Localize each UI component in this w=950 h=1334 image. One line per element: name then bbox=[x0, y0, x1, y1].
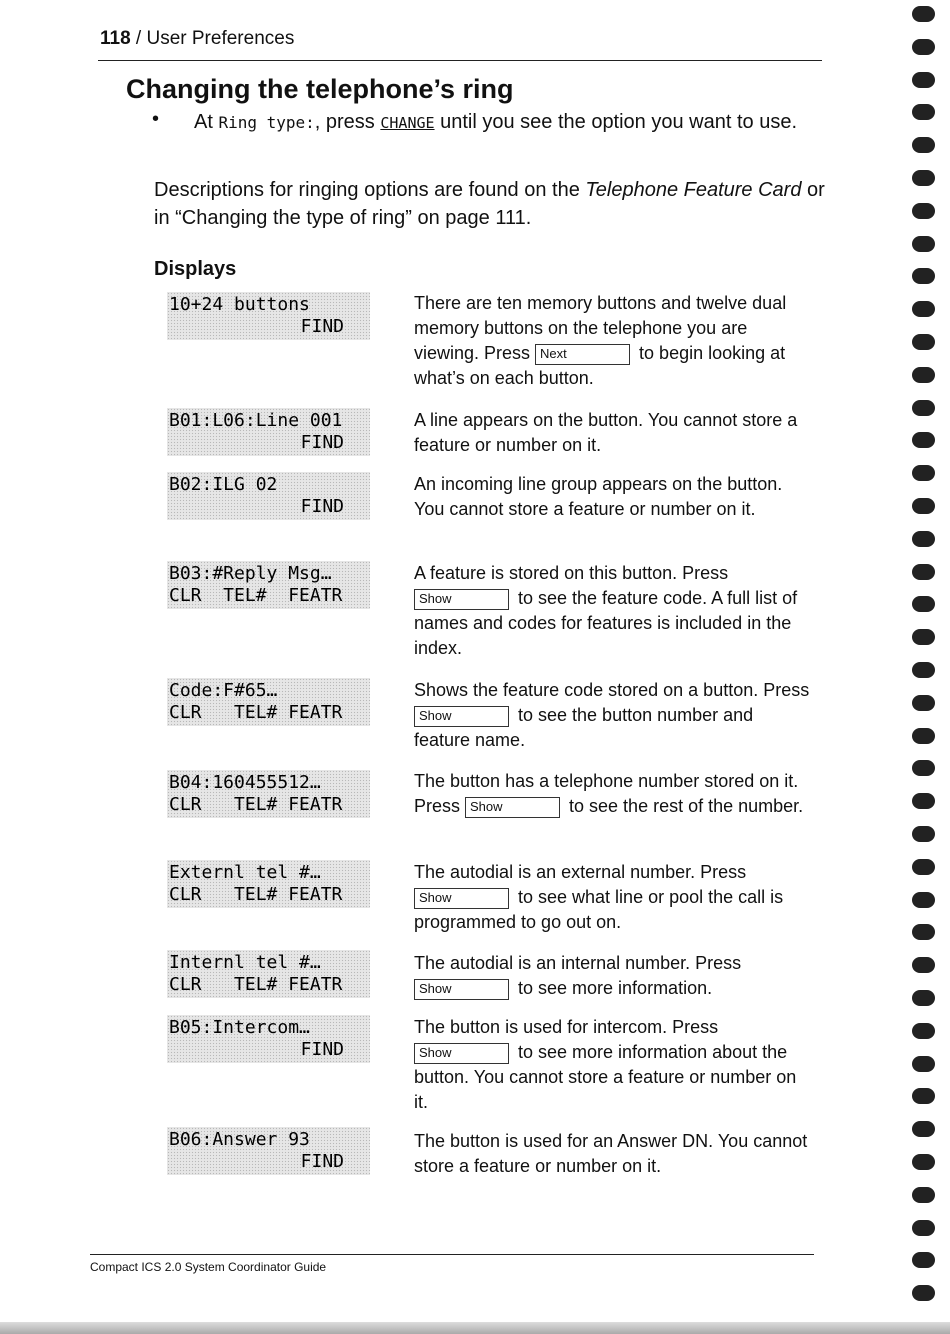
page-number: 118 bbox=[100, 28, 131, 49]
show-softkey: Show bbox=[414, 706, 509, 727]
feature-card-title: Telephone Feature Card bbox=[585, 179, 802, 201]
lcd-display bbox=[167, 561, 370, 609]
lcd-line-1: B04:160455512… bbox=[169, 772, 321, 793]
show-softkey: Show bbox=[414, 979, 509, 1000]
lcd-line-1: Internl tel #… bbox=[169, 952, 321, 973]
lcd-line-1: B03:#Reply Msg… bbox=[169, 563, 332, 584]
binding-hole bbox=[912, 1023, 935, 1039]
description-paragraph bbox=[154, 176, 829, 232]
lcd-display bbox=[167, 1127, 370, 1175]
bullet-mid: , press bbox=[314, 111, 381, 133]
section-name: / User Preferences bbox=[130, 28, 295, 49]
lcd-line-1: 10+24 buttons bbox=[169, 294, 310, 315]
binding-hole bbox=[912, 432, 935, 448]
binding-hole bbox=[912, 6, 935, 22]
header-rule bbox=[98, 60, 822, 61]
binding-hole bbox=[912, 760, 935, 776]
footer-text: Compact ICS 2.0 System Coordinator Guide bbox=[90, 1260, 327, 1274]
desc-pre: Shows the feature code stored on a button. Press bbox=[414, 680, 810, 700]
binding-hole bbox=[912, 498, 935, 514]
lcd-line-1: Code:F#65… bbox=[169, 680, 278, 701]
lcd-line-1: B02:ILG 02 bbox=[169, 474, 278, 495]
desc-post: to see what line or pool the call is programmed to go out on. bbox=[414, 887, 784, 932]
binding-hole bbox=[912, 629, 935, 645]
binding-hole bbox=[912, 695, 935, 711]
binding-hole bbox=[912, 1220, 935, 1236]
binding-hole bbox=[912, 170, 935, 186]
lcd-line-2: FIND bbox=[300, 432, 344, 453]
binding-hole bbox=[912, 39, 935, 55]
show-softkey: Show bbox=[414, 589, 509, 610]
lcd-display bbox=[167, 472, 370, 520]
bullet-instruction bbox=[194, 108, 824, 137]
binding-hole bbox=[912, 531, 935, 547]
desc-post: to see the button number and feature name. bbox=[414, 705, 754, 750]
bullet-pre: At bbox=[194, 111, 219, 133]
binding-hole bbox=[912, 301, 935, 317]
binding-hole bbox=[912, 826, 935, 842]
desc-pre: There are ten memory buttons and twelve dual memory buttons on the telephone you are viewing. Press bbox=[414, 293, 787, 363]
binding-hole bbox=[912, 1088, 935, 1104]
binding-hole bbox=[912, 1056, 935, 1072]
desc-pre: A line appears on the button. You cannot store a feature or number on it. bbox=[414, 410, 798, 455]
binding-hole bbox=[912, 268, 935, 284]
desc-post: to see the rest of the number. bbox=[564, 796, 804, 816]
lcd-display bbox=[167, 770, 370, 818]
binding-hole bbox=[912, 334, 935, 350]
binding-hole bbox=[912, 1285, 935, 1301]
running-header bbox=[100, 28, 294, 50]
descr-pre: Descriptions for ringing options are found on the bbox=[154, 179, 586, 201]
binding-hole bbox=[912, 957, 935, 973]
lcd-line-2: CLR TEL# FEATR bbox=[169, 585, 343, 606]
display-description bbox=[414, 769, 814, 819]
lcd-line-2: FIND bbox=[300, 496, 344, 517]
binding-hole bbox=[912, 236, 935, 252]
change-key-label: CHANGE bbox=[380, 114, 435, 132]
binding-hole bbox=[912, 137, 935, 153]
binding-hole bbox=[912, 465, 935, 481]
desc-pre: The button is used for an Answer DN. You cannot store a feature or number on it. bbox=[414, 1131, 808, 1176]
page-edge bbox=[0, 1322, 950, 1334]
show-softkey: Show bbox=[414, 888, 509, 909]
binding-hole bbox=[912, 859, 935, 875]
lcd-line-2: CLR TEL# FEATR bbox=[169, 974, 343, 995]
binding-hole bbox=[912, 990, 935, 1006]
lcd-display bbox=[167, 678, 370, 726]
binding-hole bbox=[912, 1187, 935, 1203]
binding-hole bbox=[912, 564, 935, 580]
lcd-display bbox=[167, 860, 370, 908]
binding-hole bbox=[912, 728, 935, 744]
desc-pre: The autodial is an external number. Press bbox=[414, 862, 747, 882]
desc-post: to see the feature code. A full list of names and codes for features is included in the index. bbox=[414, 588, 798, 658]
desc-pre: The autodial is an internal number. Press bbox=[414, 953, 742, 973]
desc-post: to see more information. bbox=[513, 978, 713, 998]
lcd-line-1: Externl tel #… bbox=[169, 862, 321, 883]
binding-hole bbox=[912, 793, 935, 809]
display-description bbox=[414, 860, 814, 935]
lcd-line-1: B06:Answer 93 bbox=[169, 1129, 310, 1150]
bullet-post: until you see the option you want to use. bbox=[434, 111, 798, 133]
display-description bbox=[414, 291, 814, 391]
display-description bbox=[414, 1015, 814, 1115]
display-description bbox=[414, 561, 814, 661]
next-softkey: Next bbox=[535, 344, 630, 365]
display-description bbox=[414, 1129, 814, 1179]
display-description bbox=[414, 408, 814, 458]
lcd-line-2: FIND bbox=[300, 1039, 344, 1060]
displays-heading: Displays bbox=[154, 258, 237, 280]
descr-post: or in “Changing the type of ring” on page 111. bbox=[154, 179, 825, 229]
lcd-line-2: FIND bbox=[300, 316, 344, 337]
show-softkey: Show bbox=[465, 797, 560, 818]
lcd-line-2: CLR TEL# FEATR bbox=[169, 884, 343, 905]
binding-hole bbox=[912, 596, 935, 612]
desc-pre: The button is used for intercom. Press bbox=[414, 1017, 719, 1037]
binding-hole bbox=[912, 1154, 935, 1170]
lcd-line-2: CLR TEL# FEATR bbox=[169, 794, 343, 815]
binding-hole bbox=[912, 400, 935, 416]
desc-post: to see more information about the button. You cannot store a feature or number on it. bbox=[414, 1042, 797, 1112]
display-description bbox=[414, 678, 814, 753]
desc-pre: The button has a telephone number stored on it. Press bbox=[414, 771, 799, 816]
binding-hole bbox=[912, 367, 935, 383]
ring-type-display-text: Ring type: bbox=[218, 113, 315, 132]
lcd-line-2: FIND bbox=[300, 1151, 344, 1172]
lcd-display bbox=[167, 1015, 370, 1063]
bullet-symbol: • bbox=[152, 108, 160, 130]
lcd-display bbox=[167, 292, 370, 340]
show-softkey: Show bbox=[414, 1043, 509, 1064]
desc-post: to begin looking at what’s on each button. bbox=[414, 343, 786, 388]
binding-hole bbox=[912, 203, 935, 219]
lcd-display bbox=[167, 950, 370, 998]
page-title: Changing the telephone’s ring bbox=[126, 74, 514, 104]
binding-hole bbox=[912, 72, 935, 88]
binding-hole bbox=[912, 1252, 935, 1268]
binding-hole bbox=[912, 1121, 935, 1137]
footer-rule bbox=[90, 1254, 814, 1255]
binding-hole bbox=[912, 892, 935, 908]
display-description bbox=[414, 472, 814, 522]
lcd-line-2: CLR TEL# FEATR bbox=[169, 702, 343, 723]
binding-hole bbox=[912, 662, 935, 678]
spiral-binding bbox=[912, 0, 936, 1334]
binding-hole bbox=[912, 924, 935, 940]
lcd-line-1: B05:Intercom… bbox=[169, 1017, 310, 1038]
display-description bbox=[414, 951, 814, 1001]
lcd-display bbox=[167, 408, 370, 456]
binding-hole bbox=[912, 104, 935, 120]
desc-pre: A feature is stored on this button. Press bbox=[414, 563, 729, 583]
desc-pre: An incoming line group appears on the button. You cannot store a feature or number on it. bbox=[414, 474, 783, 519]
lcd-line-1: B01:L06:Line 001 bbox=[169, 410, 343, 431]
